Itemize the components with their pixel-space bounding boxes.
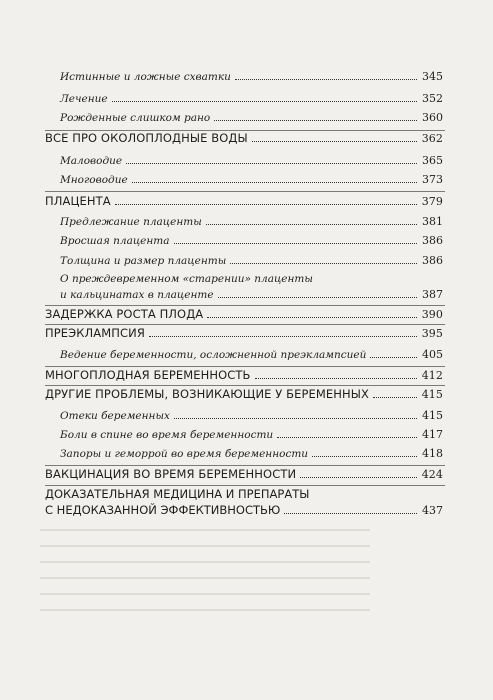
toc-entry[interactable]	[60, 447, 443, 460]
toc-chapter-title: ДРУГИЕ ПРОБЛЕМЫ, ВОЗНИКАЮЩИЕ У БЕРЕМЕННЫХ	[45, 387, 370, 401]
toc-chapter-title: МНОГОПЛОДНАЯ БЕРЕМЕННОСТЬ	[45, 368, 251, 382]
toc-chapter-page: 424	[421, 468, 443, 481]
toc-chapter[interactable]	[45, 326, 443, 340]
toc-entry-page: 387	[422, 288, 443, 301]
toc-entry-title: Маловодие	[60, 155, 123, 167]
toc-entry-page: 345	[422, 70, 443, 83]
toc-chapter-title: ПРЕЭКЛАМПСИЯ	[45, 326, 145, 340]
dot-leader	[277, 437, 417, 438]
dot-leader	[206, 224, 417, 225]
toc-chapter-title: ВАКЦИНАЦИЯ ВО ВРЕМЯ БЕРЕМЕННОСТИ	[45, 467, 297, 481]
toc-entry-page: 381	[422, 215, 443, 228]
section-rule	[45, 305, 445, 306]
toc-chapter[interactable]	[45, 487, 443, 517]
toc-entry[interactable]	[60, 111, 443, 124]
dot-leader	[218, 297, 417, 298]
toc-entry-page: 386	[422, 254, 443, 267]
toc-entry[interactable]	[60, 173, 443, 186]
dot-leader	[255, 378, 417, 379]
toc-chapter[interactable]	[45, 307, 443, 321]
show-through-text	[40, 525, 370, 625]
toc-entry-title-line2: и кальцинатах в плаценте	[60, 289, 214, 301]
toc-chapter-page: 379	[421, 195, 443, 208]
section-rule	[45, 465, 445, 466]
toc-entry[interactable]	[60, 154, 443, 167]
dot-leader	[174, 243, 417, 244]
dot-leader	[126, 163, 417, 164]
toc-entry[interactable]	[60, 428, 443, 441]
toc-entry-page: 373	[422, 173, 443, 186]
toc-entry-title: Предлежание плаценты	[60, 216, 202, 228]
toc-chapter-title: ЗАДЕРЖКА РОСТА ПЛОДА	[45, 307, 204, 321]
dot-leader	[370, 357, 417, 358]
toc-entry-title: Боли в спине во время беременности	[60, 429, 274, 441]
section-rule	[45, 485, 445, 486]
toc-entry-page: 365	[422, 154, 443, 167]
dot-leader	[252, 141, 417, 142]
toc-chapter-page: 412	[421, 369, 443, 382]
dot-leader	[235, 79, 417, 80]
toc-chapter-page: 415	[421, 388, 443, 401]
toc-entry-title: Многоводие	[60, 174, 128, 186]
toc-entry-title: Толщина и размер плаценты	[60, 255, 227, 267]
dot-leader	[284, 513, 417, 514]
toc-entry-title: Вросшая плацента	[60, 235, 170, 247]
toc-entry[interactable]	[60, 409, 443, 422]
section-rule	[45, 324, 445, 325]
toc-entry-page: 418	[422, 447, 443, 460]
toc-entry-page: 417	[422, 428, 443, 441]
dot-leader	[132, 182, 417, 183]
toc-entry-title: Запоры и геморрой во время беременности	[60, 448, 309, 460]
toc-chapter-title: ВСЕ ПРО ОКОЛОПЛОДНЫЕ ВОДЫ	[45, 131, 248, 145]
toc-chapter[interactable]	[45, 368, 443, 382]
toc-chapter[interactable]	[45, 387, 443, 401]
toc-entry[interactable]	[60, 234, 443, 247]
toc-entry-title: Ведение беременности, осложненной преэклампсией	[60, 349, 367, 361]
toc-chapter[interactable]	[45, 194, 443, 208]
dot-leader	[112, 101, 417, 102]
toc-chapter-title: ПЛАЦЕНТА	[45, 194, 111, 208]
toc-entry[interactable]	[60, 70, 443, 83]
toc-entry-page: 352	[422, 92, 443, 105]
toc-entry-title-line1: О преждевременном «старении» плаценты	[60, 273, 313, 285]
dot-leader	[115, 204, 417, 205]
toc-entry-title: Истинные и ложные схватки	[60, 71, 231, 83]
dot-leader	[207, 317, 417, 318]
dot-leader	[230, 263, 417, 264]
toc-entry-page: 415	[422, 409, 443, 422]
toc-entry[interactable]	[60, 348, 443, 361]
toc-entry-page: 386	[422, 234, 443, 247]
section-rule	[45, 366, 445, 367]
toc-entry-page: 360	[422, 111, 443, 124]
toc-chapter-page: 362	[421, 132, 443, 145]
toc-entry[interactable]	[60, 254, 443, 267]
toc-chapter-title-line1: ДОКАЗАТЕЛЬНАЯ МЕДИЦИНА И ПРЕПАРАТЫ	[45, 487, 310, 501]
toc-chapter-page: 390	[421, 308, 443, 321]
toc-entry-page: 405	[422, 348, 443, 361]
toc-chapter-page: 437	[422, 504, 443, 517]
section-rule	[45, 385, 445, 386]
toc-chapter[interactable]	[45, 131, 443, 145]
toc-chapter[interactable]	[45, 467, 443, 481]
toc-chapter-title-line2: С НЕДОКАЗАННОЙ ЭФФЕКТИВНОСТЬЮ	[45, 503, 281, 517]
dot-leader	[373, 397, 417, 398]
toc-entry[interactable]	[60, 215, 443, 228]
dot-leader	[174, 418, 417, 419]
dot-leader	[300, 477, 417, 478]
dot-leader	[312, 456, 417, 457]
toc-entry-title: Отеки беременных	[60, 410, 170, 422]
dot-leader	[149, 336, 417, 337]
toc-entry[interactable]	[60, 273, 443, 301]
toc-entry[interactable]	[60, 92, 443, 105]
section-rule	[45, 191, 445, 192]
toc-chapter-page: 395	[421, 327, 443, 340]
toc-entry-title: Рожденные слишком рано	[60, 112, 211, 124]
dot-leader	[214, 120, 417, 121]
toc-entry-title: Лечение	[60, 93, 108, 105]
